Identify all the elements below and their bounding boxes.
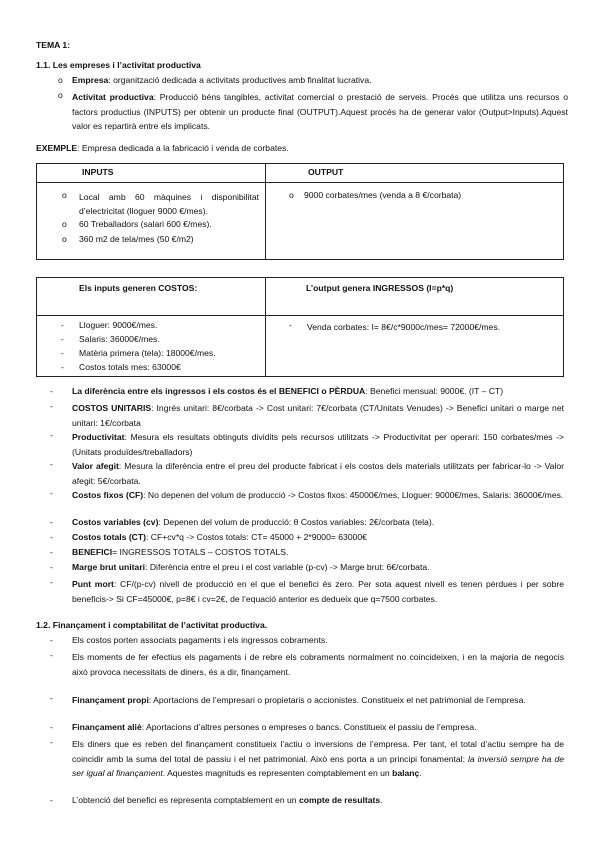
input-item: 360 m2 de tela/mes (50 €/m2) [79, 234, 194, 244]
dash-bullet: - [50, 459, 53, 469]
bullet-o: o [58, 75, 63, 85]
dash-bullet: - [50, 795, 53, 805]
financament-alie-label: Finançament aliè [72, 722, 142, 732]
dash-bullet: - [50, 562, 53, 572]
definition-text [72, 532, 564, 543]
paragraph-text [72, 795, 564, 806]
cost-item: Lloguer: 9000€/mes. [79, 320, 158, 330]
dash-bullet: - [50, 547, 53, 557]
activitat-label: Activitat productiva [72, 92, 154, 102]
definition-text [72, 577, 564, 606]
dash-bullet: - [50, 517, 53, 527]
list-item [36, 722, 564, 737]
definition-body: : Benefici mensual: 9000€. (IT – CT) [365, 386, 504, 396]
list-item [36, 459, 564, 488]
list-item [36, 650, 564, 693]
exemple-label: EXEMPLE [36, 143, 78, 153]
list-item [36, 562, 564, 577]
paragraph-text [72, 737, 564, 781]
dash-bullet: - [50, 635, 53, 645]
dash-bullet: - [50, 577, 53, 587]
definitions-list [36, 386, 564, 606]
dash-bullet: - [50, 722, 53, 732]
dash-bullet: - [61, 320, 64, 330]
definition-body: : Mesura la diferència entre el preu del producte fabricat i els costos dels materials utilitzats per fabricar-lo -> Valor afegit: 5€/corbata. [72, 461, 565, 486]
empresa-label: Empresa [72, 75, 109, 85]
list-item [36, 401, 564, 430]
financament-list [36, 635, 564, 810]
dash-bullet: - [61, 362, 64, 372]
definition-body: : No depenen del volum de producció -> Costos fixos: 45000€/mes, Lloguer: 9000€/mes, Salaris: 36000€/mes. [143, 490, 564, 500]
definition-label: La diferència entre els ingressos i els costos és el BENEFICI o PÈRDUA [72, 386, 366, 396]
definition-body: : CF/(p-cv) nivell de producció en el que el benefici és zero. Per sota aquest nivell es tenen pèrdues i per sobre beneficis-> Si CF=45000€, p=8€ i cv=2€, de l’equació anterior es dedueix que q=7500 corbates. [72, 579, 564, 604]
list-item [36, 386, 564, 401]
list-item [36, 532, 564, 547]
principle-italic: la inversió sempre ha de ser igual al finançament [72, 753, 564, 778]
definition-label: Productivitat [72, 432, 125, 442]
definition-text [72, 562, 564, 573]
definition-label: BENEFICI [72, 547, 113, 557]
definition-body: = INGRESSOS TOTALS – COSTOS TOTALS. [112, 547, 289, 557]
bullet-o: o [58, 90, 63, 100]
input-item: 60 Treballadors (salari 600 €/mes). [79, 219, 212, 229]
definition-text [72, 488, 564, 503]
definition-body: : Ingrés unitari: 8€/corbata -> Cost unitari: 7€/corbata (CT/Unitats Venudes) -> Benefici unitari o marge net unitari: 1€/corbata [72, 403, 565, 428]
paragraph-text: Els costos porten associats pagaments i els ingressos cobraments. [72, 635, 328, 645]
definition-label: Punt mort [72, 579, 114, 589]
text-run: . [380, 795, 383, 805]
financament-propi-label: Finançament propi [72, 695, 149, 705]
bullet-o: o [62, 234, 67, 244]
exemple-text: : Empresa dedicada a la fabricació i venda de corbates. [77, 143, 289, 153]
dash-bullet: - [50, 386, 53, 396]
section-heading-1-2: 1.2. Finançament i comptabilitat de l’activitat productiva. [36, 620, 268, 630]
dash-bullet: - [61, 334, 64, 344]
definition-text [72, 517, 564, 528]
definition-text [72, 547, 564, 558]
dash-bullet: - [50, 532, 53, 542]
empresa-text: : organització dedicada a activitats productives amb finalitat lucrativa. [108, 75, 372, 85]
definition-body: : Diferència entre el preu i el cost variable (p-cv) -> Marge brut: 6€/corbata. [145, 562, 430, 572]
definition-body: : CF+cv*q -> Costos totals: CT= 45000 + 2*9000= 63000€ [146, 532, 367, 542]
definition-label: Costos variables (cv) [72, 517, 159, 527]
section-heading-1-1: 1.1. Les empreses i l’activitat productiva [36, 60, 201, 70]
activitat-definition [72, 90, 568, 134]
definition-text [72, 459, 564, 488]
dash-bullet: - [289, 320, 292, 330]
list-item [36, 577, 564, 606]
cost-item: Costos totals mes: 63000€ [79, 362, 181, 372]
bullet-o: o [62, 219, 67, 229]
definition-label: Valor afegit [72, 461, 119, 471]
balanc-bold: balanç [392, 768, 420, 778]
page-title: TEMA 1: [36, 40, 71, 50]
list-item [36, 517, 564, 532]
list-item [36, 737, 564, 795]
activitat-text: : Producció béns tangibles, activitat comercial o prestació de serveis. Procés que utilitza uns recursos o factors productius (INPUTS) per obtenir un producte final (OUTPUT).Aquest procés ha de generar valor (Output>Inputs).Aquest valor es repartirà entre els implicats. [72, 92, 568, 131]
definition-label: Costos fixos (CF) [72, 490, 144, 500]
table1-head-output: OUTPUT [308, 167, 344, 177]
dash-bullet: - [50, 693, 53, 703]
output-item: 9000 corbates/mes (venda a 8 €/corbata) [304, 190, 462, 200]
definition-label: Marge brut unitari [72, 562, 146, 572]
list-item [36, 547, 564, 562]
definition-text [72, 386, 564, 397]
financament-alie-text: : Aportacions d’altres persones o empreses o bancs. Constitueix el passiu de l’empresa. [141, 722, 477, 732]
dash-bullet: - [50, 401, 53, 411]
inputs-outputs-table [36, 163, 564, 260]
definition-text [72, 401, 564, 430]
text-run: Els diners que es reben del finançament constitueix l’actiu o inversions de l’empresa. Per tant, el total d’actiu sempre ha de coincidir amb la suma del total de passiu i el net patrimonial. Això ens porta a un principi fonamental: [72, 739, 564, 764]
table1-head-inputs: INPUTS [82, 167, 114, 177]
dash-bullet: - [50, 488, 53, 498]
cost-item: Salaris: 36000€/mes. [79, 334, 160, 344]
text-run: . Aquestes magnituds es representen comptablement en un [162, 768, 393, 778]
exemple-line [36, 143, 289, 154]
list-item [36, 430, 564, 459]
definition-label: COSTOS UNITARIS [72, 403, 152, 413]
compte-resultats-bold: compte de resultats [298, 795, 381, 805]
empresa-definition [72, 75, 568, 86]
list-item [36, 488, 564, 517]
dash-bullet: - [50, 737, 53, 747]
definition-label: Costos totals (CT) [72, 532, 146, 542]
list-item [36, 693, 564, 722]
paragraph-text [72, 722, 564, 733]
dash-bullet: - [61, 348, 64, 358]
financament-propi-text: : Aportacions de l’empresari o propietaris o accionistes. Constitueix el net patrimonial de l’empresa. [148, 695, 526, 705]
paragraph-text [72, 693, 564, 708]
bullet-o: o [62, 190, 67, 200]
ingressos-item: Venda corbates: I= 8€/c*9000c/mes= 72000€/mes. [307, 322, 501, 332]
dash-bullet: - [50, 430, 53, 440]
costos-ingressos-table [36, 277, 564, 377]
paragraph-text: Els moments de fer efectius els pagaments i de rebre els cobraments normalment no coincideixen, i en la majoria de negocis això provoca necessitats de diners, és a dir, finançament. [72, 652, 564, 677]
definition-body: : Mesura els resultats obtinguts dividits pels recursos utilitzats -> Productivitat per operari: 150 corbates/mes -> (Unitats produïdes/treballadors) [72, 432, 564, 457]
text-run: . [419, 768, 422, 778]
definition-body: : Depenen del volum de producció: θ Costos variables: 2€/corbata (tela). [158, 517, 435, 527]
input-item: Local amb 60 màquines i disponibilitat d’electricitat (lloguer 9000 €/mes). [79, 192, 259, 216]
text-run: L’obtenció del benefici es representa comptablement en un [72, 795, 299, 805]
definition-text [72, 430, 564, 459]
list-item [36, 635, 564, 650]
table2-head-ingressos: L’output genera INGRESSOS (I=p*q) [306, 283, 454, 293]
table2-head-costos: Els inputs generen COSTOS: [79, 283, 198, 293]
dash-bullet: - [50, 650, 53, 660]
bullet-o: o [289, 190, 294, 200]
list-item [36, 795, 564, 810]
cost-item: Matèria primera (tela): 18000€/mes. [79, 348, 216, 358]
